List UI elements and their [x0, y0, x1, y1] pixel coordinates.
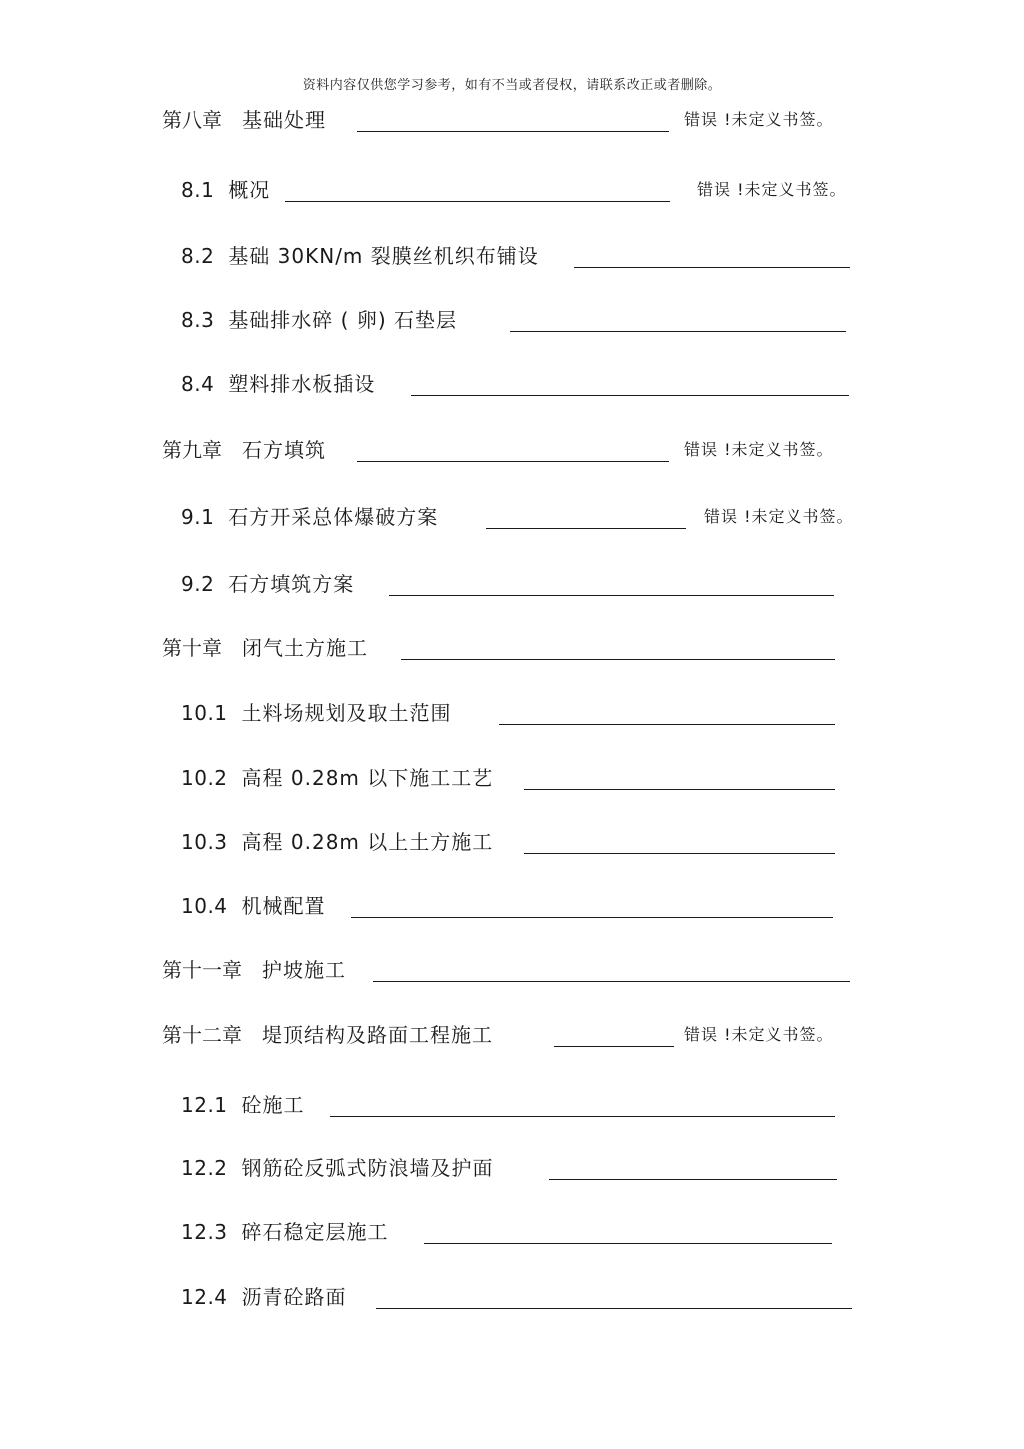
leader-line [549, 1179, 837, 1180]
section-number: 12.4 [181, 1285, 228, 1309]
section-number: 8.3 [181, 308, 215, 332]
leader-line [524, 853, 835, 854]
chapter-number: 第十二章 [162, 1023, 242, 1047]
section-title: 沥青砼路面 [241, 1285, 347, 1309]
leader-line [376, 1308, 852, 1309]
toc-entry-9-2[interactable] [0, 569, 1024, 599]
bookmark-error: 错误 !未定义书签。 [697, 180, 847, 199]
leader-line [401, 659, 835, 660]
section-number: 12.3 [181, 1220, 228, 1244]
leader-line [357, 131, 669, 132]
chapter-title: 闭气土方施工 [242, 636, 368, 660]
toc-entry-chapter-8[interactable] [0, 105, 1024, 135]
section-title: 机械配置 [241, 894, 326, 918]
section-title: 高程 0.28m 以下施工工艺 [241, 766, 494, 790]
leader-line [373, 981, 850, 982]
toc-entry-10-1[interactable] [0, 698, 1024, 728]
bookmark-error: 错误 !未定义书签。 [684, 440, 834, 459]
leader-line [389, 595, 834, 596]
section-number: 10.4 [181, 894, 228, 918]
toc-entry-8-1[interactable] [0, 175, 1024, 205]
section-number: 10.2 [181, 766, 228, 790]
bookmark-error: 错误 !未定义书签。 [704, 507, 854, 526]
toc-entry-8-2[interactable] [0, 241, 1024, 271]
section-number: 12.2 [181, 1156, 228, 1180]
section-title: 土料场规划及取土范围 [241, 701, 452, 725]
toc-entry-chapter-10[interactable] [0, 633, 1024, 663]
section-title: 钢筋砼反弧式防浪墙及护面 [241, 1156, 494, 1180]
toc-entry-chapter-12[interactable] [0, 1020, 1024, 1050]
chapter-number: 第十章 [162, 636, 222, 660]
leader-line [357, 461, 669, 462]
leader-line [554, 1046, 674, 1047]
chapter-number: 第十一章 [162, 958, 242, 982]
leader-line [330, 1116, 835, 1117]
section-title: 基础 30KN/m 裂膜丝机织布铺设 [228, 244, 539, 268]
section-number: 12.1 [181, 1093, 228, 1117]
section-number: 9.1 [181, 505, 215, 529]
section-number: 10.1 [181, 701, 228, 725]
toc-entry-8-4[interactable] [0, 369, 1024, 399]
leader-line [499, 724, 835, 725]
chapter-number: 第九章 [162, 438, 222, 462]
section-title: 概况 [228, 178, 271, 202]
leader-line [351, 917, 833, 918]
toc-entry-12-2[interactable] [0, 1153, 1024, 1183]
section-number: 10.3 [181, 830, 228, 854]
section-title: 塑料排水板插设 [228, 372, 376, 396]
leader-line [574, 267, 850, 268]
section-title: 石方填筑方案 [228, 572, 355, 596]
section-number: 9.2 [181, 572, 215, 596]
chapter-title: 石方填筑 [242, 438, 326, 462]
bookmark-error: 错误 !未定义书签。 [684, 1025, 834, 1044]
leader-line [524, 789, 835, 790]
chapter-title: 堤顶结构及路面工程施工 [262, 1023, 493, 1047]
section-title: 砼施工 [241, 1093, 305, 1117]
section-number: 8.2 [181, 244, 215, 268]
toc-entry-chapter-11[interactable] [0, 955, 1024, 985]
leader-line [285, 201, 670, 202]
toc-entry-chapter-9[interactable] [0, 435, 1024, 465]
toc-entry-12-3[interactable] [0, 1217, 1024, 1247]
toc-entry-10-4[interactable] [0, 891, 1024, 921]
leader-line [486, 528, 686, 529]
section-title: 基础排水碎 ( 卵) 石垫层 [228, 308, 457, 332]
leader-line [510, 331, 846, 332]
toc-entry-10-3[interactable] [0, 827, 1024, 857]
chapter-title: 基础处理 [242, 108, 326, 132]
toc-entry-12-1[interactable] [0, 1090, 1024, 1120]
section-title: 石方开采总体爆破方案 [228, 505, 439, 529]
toc-entry-10-2[interactable] [0, 763, 1024, 793]
toc-entry-9-1[interactable] [0, 502, 1024, 532]
chapter-number: 第八章 [162, 108, 222, 132]
chapter-title: 护坡施工 [262, 958, 346, 982]
section-number: 8.4 [181, 372, 215, 396]
bookmark-error: 错误 !未定义书签。 [684, 110, 834, 129]
leader-line [424, 1243, 832, 1244]
header-notice: 资料内容仅供您学习参考，如有不当或者侵权，请联系改正或者删除。 [302, 78, 722, 93]
toc-entry-8-3[interactable] [0, 305, 1024, 335]
section-number: 8.1 [181, 178, 215, 202]
section-title: 高程 0.28m 以上土方施工 [241, 830, 494, 854]
toc-entry-12-4[interactable] [0, 1282, 1024, 1312]
section-title: 碎石稳定层施工 [241, 1220, 389, 1244]
leader-line [411, 395, 849, 396]
